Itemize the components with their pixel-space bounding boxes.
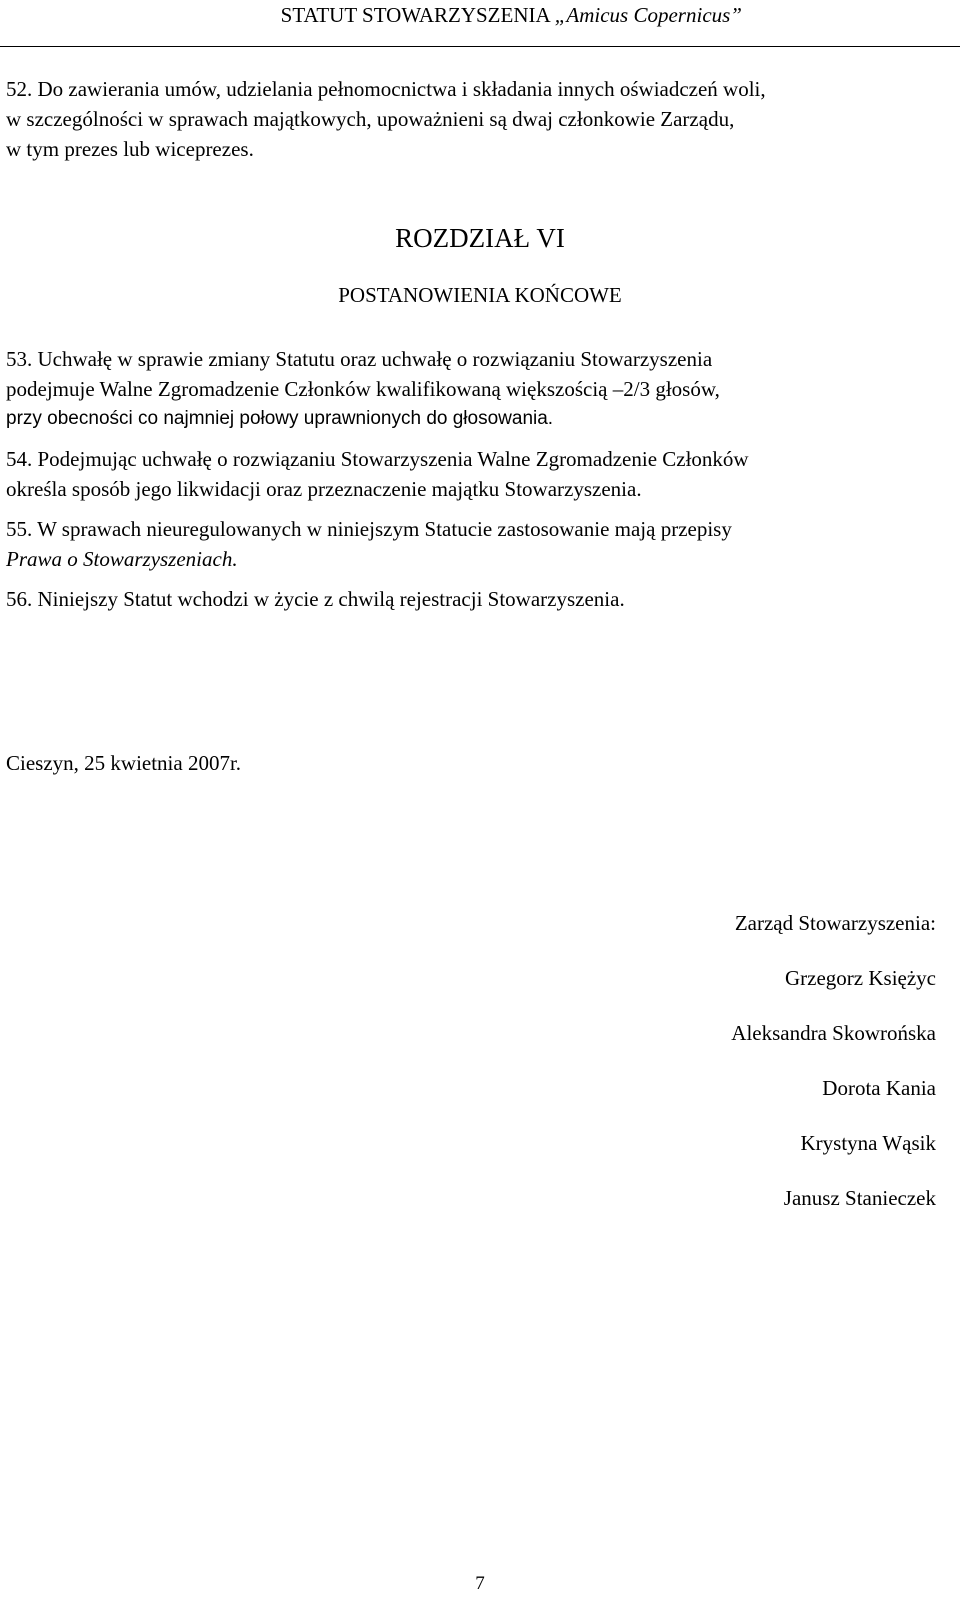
article-55-number: 55. [6, 517, 33, 541]
page-header [0, 0, 960, 46]
signatures-block [536, 896, 936, 1226]
article-56-line-1: 56. Niniejszy Statut wchodzi w życie z chwilą rejestracji Stowarzyszenia. [6, 587, 625, 611]
article-52 [6, 74, 946, 164]
signatures-heading: Zarząd Stowarzyszenia: [734, 911, 936, 935]
chapter-subtitle: POSTANOWIENIA KOŃCOWE [338, 283, 622, 307]
signature-name: Janusz Stanieczek [783, 1186, 936, 1210]
header-title-italic: „Amicus Copernicus” [554, 3, 742, 27]
page-number: 7 [475, 1573, 485, 1594]
article-53-line-3: przy obecności co najmniej połowy uprawnionych do głosowania. [6, 408, 554, 429]
signature-name: Dorota Kania [822, 1076, 936, 1100]
article-55-line-1: 55. W sprawach nieuregulowanych w niniejszym Statucie zastosowanie mają przepisy [6, 517, 732, 541]
place-date: Cieszyn, 25 kwietnia 2007r. [6, 751, 242, 775]
article-54-number: 54. [6, 447, 33, 471]
article-52-line-2: w szczególności w sprawach majątkowych, upoważnieni są dwaj członkowie Zarządu, [6, 107, 735, 131]
article-56-number: 56. [6, 587, 33, 611]
header-title-main: STATUT STOWARZYSZENIA [280, 3, 555, 27]
article-55 [6, 514, 946, 574]
article-52-line-3: w tym prezes lub wiceprezes. [6, 137, 254, 161]
signature-name: Krystyna Wąsik [800, 1131, 936, 1155]
article-55-line-2: Prawa o Stowarzyszeniach. [6, 547, 238, 571]
article-52-line-1: 52. Do zawierania umów, udzielania pełnomocnictwa i składania innych oświadczeń woli, [6, 77, 766, 101]
article-56 [6, 584, 946, 614]
article-53-line-1: 53. Uchwałę w sprawie zmiany Statutu oraz uchwałę o rozwiązaniu Stowarzyszenia [6, 347, 713, 371]
header-title [281, 2, 742, 28]
article-52-number: 52. [6, 77, 33, 101]
article-54-line-1: 54. Podejmując uchwałę o rozwiązaniu Stowarzyszenia Walne Zgromadzenie Członków [6, 447, 749, 471]
article-53 [6, 344, 946, 434]
header-rule [0, 46, 960, 47]
article-53-line-2: podejmuje Walne Zgromadzenie Członków kwalifikowaną większością –2/3 głosów, [6, 377, 720, 401]
article-54-line-2: określa sposób jego likwidacji oraz przeznaczenie majątku Stowarzyszenia. [6, 477, 642, 501]
chapter-title: ROZDZIAŁ VI [395, 223, 565, 253]
article-54 [6, 444, 946, 504]
signature-name: Grzegorz Księżyc [785, 966, 936, 990]
article-53-number: 53. [6, 347, 33, 371]
signature-name: Aleksandra Skowrońska [731, 1021, 936, 1045]
